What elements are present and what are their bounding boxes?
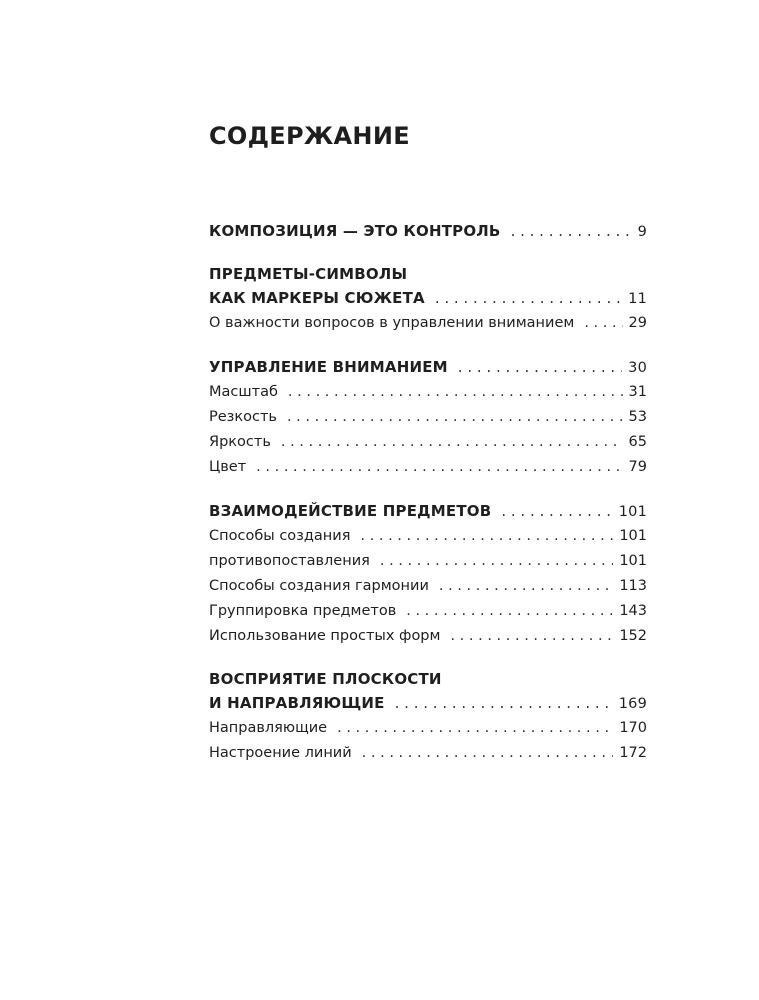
entry-label: Способы создания bbox=[209, 528, 351, 544]
section-heading: И НАПРАВЛЯЮЩИЕ bbox=[209, 694, 385, 712]
toc-entry bbox=[209, 549, 647, 574]
toc-section bbox=[209, 219, 647, 244]
leader-dots bbox=[281, 430, 623, 455]
entry-label: Масштаб bbox=[209, 384, 278, 400]
toc-entry bbox=[209, 405, 647, 430]
toc-entry bbox=[209, 380, 647, 405]
section-heading-row bbox=[209, 691, 647, 716]
page-number: 9 bbox=[637, 224, 647, 240]
toc-section bbox=[209, 499, 647, 649]
page-number: 101 bbox=[619, 528, 647, 544]
section-heading-line-row bbox=[209, 263, 647, 286]
page-number: 113 bbox=[619, 578, 647, 594]
leader-dots bbox=[584, 311, 622, 336]
table-of-contents bbox=[209, 219, 647, 785]
page-number: 101 bbox=[619, 553, 647, 569]
section-heading-line-row bbox=[209, 668, 647, 691]
toc-entry bbox=[209, 524, 647, 549]
leader-dots bbox=[288, 380, 623, 405]
page-title: СОДЕРЖАНИЕ bbox=[209, 122, 410, 150]
page-number: 170 bbox=[619, 720, 647, 736]
entry-label: О важности вопросов в управлении вниманием bbox=[209, 315, 575, 331]
toc-entry bbox=[209, 624, 647, 649]
toc-entry bbox=[209, 455, 647, 480]
page-number: 152 bbox=[619, 628, 647, 644]
leader-dots bbox=[450, 624, 613, 649]
entry-label: Способы создания гармонии bbox=[209, 578, 429, 594]
page-number: 29 bbox=[628, 315, 647, 331]
entry-label: Цвет bbox=[209, 459, 247, 475]
section-heading-row bbox=[209, 219, 647, 244]
section-heading: УПРАВЛЕНИЕ ВНИМАНИЕМ bbox=[209, 358, 448, 376]
toc-entry bbox=[209, 716, 647, 741]
entry-label: противопоставления bbox=[209, 553, 370, 569]
entry-label: Настроение линий bbox=[209, 745, 352, 761]
toc-entry bbox=[209, 311, 647, 336]
section-heading: ВОСПРИЯТИЕ ПЛОСКОСТИ bbox=[209, 670, 442, 688]
toc-entry bbox=[209, 430, 647, 455]
entry-label: Яркость bbox=[209, 434, 271, 450]
page-number: 30 bbox=[628, 360, 647, 376]
leader-dots bbox=[380, 549, 613, 574]
toc-entry bbox=[209, 741, 647, 766]
section-heading-row bbox=[209, 499, 647, 524]
page-number: 11 bbox=[628, 291, 647, 307]
leader-dots bbox=[360, 524, 613, 549]
leader-dots bbox=[362, 741, 614, 766]
leader-dots bbox=[337, 716, 613, 741]
section-heading: КАК МАРКЕРЫ СЮЖЕТА bbox=[209, 289, 425, 307]
leader-dots bbox=[406, 599, 613, 624]
section-heading-row bbox=[209, 355, 647, 380]
section-heading-row bbox=[209, 286, 647, 311]
toc-entry bbox=[209, 574, 647, 599]
page-number: 31 bbox=[628, 384, 647, 400]
leader-dots bbox=[439, 574, 613, 599]
entry-label: Направляющие bbox=[209, 720, 328, 736]
leader-dots bbox=[395, 691, 613, 716]
leader-dots bbox=[256, 455, 622, 480]
toc-section bbox=[209, 668, 647, 766]
section-heading: КОМПОЗИЦИЯ — ЭТО КОНТРОЛЬ bbox=[209, 222, 501, 240]
page-number: 79 bbox=[628, 459, 647, 475]
leader-dots bbox=[511, 219, 632, 244]
toc-entry bbox=[209, 599, 647, 624]
entry-label: Использование простых форм bbox=[209, 628, 441, 644]
page-number: 143 bbox=[619, 603, 647, 619]
page-number: 169 bbox=[618, 696, 647, 712]
leader-dots bbox=[287, 405, 623, 430]
leader-dots bbox=[501, 499, 612, 524]
toc-section bbox=[209, 263, 647, 336]
leader-dots bbox=[458, 355, 622, 380]
entry-label: Резкость bbox=[209, 409, 277, 425]
page-number: 101 bbox=[618, 504, 647, 520]
entry-label: Группировка предметов bbox=[209, 603, 397, 619]
section-heading: ВЗАИМОДЕЙСТВИЕ ПРЕДМЕТОВ bbox=[209, 502, 492, 520]
toc-section bbox=[209, 355, 647, 480]
page-number: 65 bbox=[628, 434, 647, 450]
section-heading: ПРЕДМЕТЫ-СИМВОЛЫ bbox=[209, 265, 408, 283]
page-number: 53 bbox=[628, 409, 647, 425]
page-number: 172 bbox=[619, 745, 647, 761]
leader-dots bbox=[435, 286, 622, 311]
